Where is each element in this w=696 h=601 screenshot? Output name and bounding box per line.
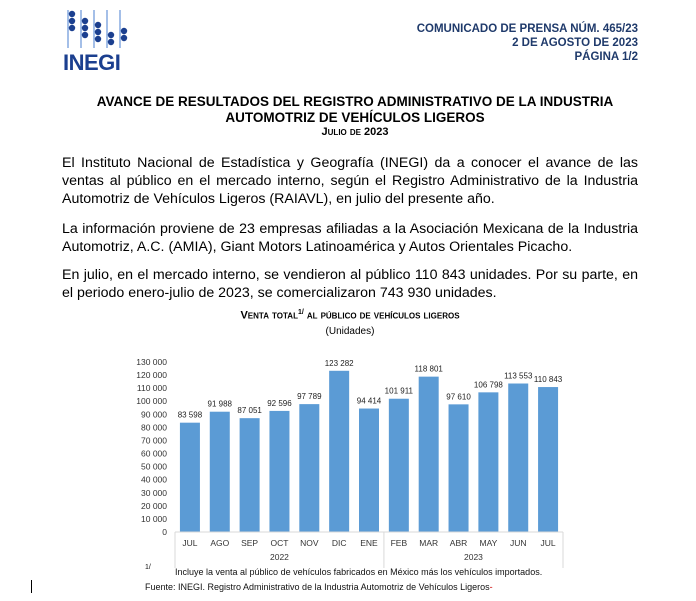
title-line-2: AUTOMOTRIZ DE VEHÍCULOS LIGEROS (225, 110, 485, 125)
data-label: 94 414 (356, 396, 382, 406)
x-tick-label: JUN (509, 538, 527, 548)
y-tick-label: 20 000 (141, 500, 167, 511)
press-date: 2 DE AGOSTO DE 2023 (512, 37, 638, 49)
year-group-label: 2022 (270, 552, 289, 562)
x-tick-label: MAR (419, 538, 439, 548)
paragraph-intro: El Instituto Nacional de Estadística y Geografía (INEGI) da a conocer el avance de las ventas al público en el mercado interno, según el Registro Administrativo de la Industria Automotriz de Vehículos Ligeros (RAIAVL), en julio del presente año. (62, 155, 638, 207)
x-tick-label: MAY (479, 538, 498, 548)
x-tick-label: SEP (241, 538, 259, 548)
data-label: 101 911 (384, 386, 414, 396)
bar (478, 392, 498, 532)
x-tick-label: ABR (449, 538, 468, 548)
bar (180, 423, 200, 532)
page-number: PÁGINA 1/2 (574, 51, 638, 63)
chart-title-pre: Venta total (240, 309, 298, 322)
y-tick-label: 0 (162, 527, 167, 537)
chart-title-post: al público de vehículos ligeros (303, 309, 460, 322)
x-tick-label: JUL (182, 538, 198, 548)
data-label: 91 988 (207, 399, 233, 409)
y-tick-label: 40 000 (141, 474, 167, 485)
data-label: 106 798 (473, 380, 503, 390)
data-label: 97 610 (446, 392, 471, 402)
svg-text:INEGI: INEGI (63, 50, 121, 74)
x-tick-label: NOV (300, 538, 319, 548)
bar (299, 404, 319, 532)
footnote-mark: 1/ (145, 564, 151, 571)
document-subtitle: Julio de 2023 (321, 126, 389, 138)
data-label: 110 843 (533, 375, 563, 385)
y-tick-label: 90 000 (141, 409, 167, 420)
source-trailing: - (489, 582, 493, 592)
press-release-number: COMUNICADO DE PRENSA NÚM. 465/23 (416, 23, 638, 35)
paragraph-sales: En julio, en el mercado interno, se vendieron al público 110 843 unidades. Por su parte, en el periodo enero-julio de 2023, se comercializaron 743 930 unidades. (62, 267, 638, 301)
x-tick-label: AGO (210, 538, 230, 548)
bar (359, 409, 379, 532)
year-group-label: 2023 (464, 552, 483, 562)
data-label: 92 596 (267, 398, 292, 408)
bar (240, 418, 260, 532)
bar (210, 412, 230, 532)
chart-units: (Unidades) (325, 326, 375, 337)
x-tick-label: DIC (331, 538, 347, 548)
y-tick-label: 80 000 (141, 422, 167, 433)
paragraph-sources: La información proviene de 23 empresas afiliadas a la Asociación Mexicana de la Industria Automotriz, A.C. (AMIA), Giant Motors Latinoamérica y Autos Orientales Picacho. (62, 221, 638, 255)
footnote-text: Incluye la venta al público de vehículos fabricados en México más los vehículos importados. (175, 567, 543, 577)
x-tick-label: ENE (360, 538, 378, 548)
y-tick-label: 60 000 (141, 448, 167, 459)
data-label: 113 553 (504, 371, 533, 381)
y-tick-label: 50 000 (141, 461, 167, 472)
y-tick-label: 10 000 (141, 513, 167, 524)
data-label: 123 282 (324, 358, 354, 368)
y-tick-label: 100 000 (136, 396, 167, 407)
source-note (145, 582, 493, 592)
y-tick-label: 70 000 (141, 435, 167, 446)
chart-title-footnote-mark: 1/ (297, 309, 304, 316)
y-tick-label: 120 000 (136, 370, 167, 381)
bar (329, 371, 349, 532)
data-label: 97 789 (297, 392, 322, 402)
data-label: 83 598 (177, 410, 203, 420)
bar (389, 399, 409, 532)
x-tick-label: OCT (270, 538, 289, 548)
y-tick-label: 110 000 (136, 383, 167, 394)
y-tick-label: 30 000 (141, 487, 167, 498)
bar (449, 404, 469, 532)
source-text: Fuente: INEGI. Registro Administrativo de la Industria Automotriz de Vehículos Ligeros (145, 582, 490, 592)
bar (538, 387, 558, 532)
x-tick-label: JUL (540, 538, 556, 548)
text-cursor (31, 580, 32, 593)
data-label: 118 801 (414, 364, 443, 374)
title-line-1: AVANCE DE RESULTADOS DEL REGISTRO ADMINISTRATIVO DE LA INDUSTRIA (96, 94, 614, 109)
y-tick-label: 130 000 (136, 357, 167, 367)
bar (419, 377, 439, 532)
bar (269, 411, 289, 532)
data-label: 87 051 (237, 406, 262, 416)
x-tick-label: FEB (390, 538, 408, 548)
bar (508, 384, 528, 532)
